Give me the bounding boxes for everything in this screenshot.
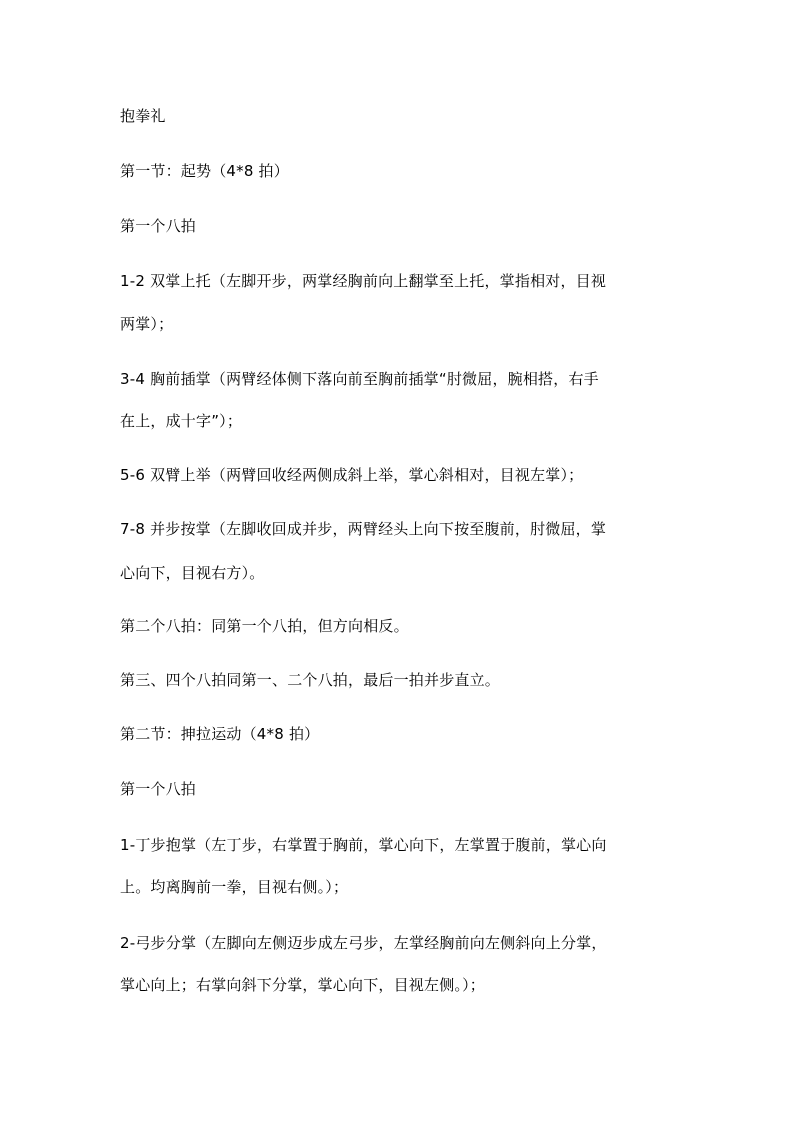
paragraph-line: 1-丁步抱掌（左丁步，右掌置于胸前，掌心向下，左掌置于腹前，掌心向 — [120, 836, 607, 854]
subsection-heading: 第一个八拍 — [120, 217, 197, 235]
paragraph-line: 两掌）； — [120, 315, 174, 333]
paragraph-line: 心向下，目视右方）。 — [120, 564, 265, 582]
paragraph-line: 5-6 双臂上举（两臂回收经两侧成斜上举，掌心斜相对，目视左掌）； — [120, 466, 584, 484]
paragraph-line: 7-8 并步按掌（左脚收回成并步，两臂经头上向下按至腹前，肘微屈，掌 — [120, 520, 607, 538]
paragraph-line: 第三、四个八拍同第一、二个八拍，最后一拍并步直立。 — [120, 671, 501, 689]
section-heading: 第一节：起势（4*8 拍） — [120, 162, 289, 180]
paragraph-line: 2-弓步分掌（左脚向左侧迈步成左弓步，左掌经胸前向左侧斜向上分掌， — [120, 934, 607, 952]
document-title: 抱拳礼 — [120, 107, 166, 125]
paragraph-line: 在上，成十字”）； — [120, 412, 243, 430]
paragraph-line: 1-2 双掌上托（左脚开步，两掌经胸前向上翻掌至上托，掌指相对，目视 — [120, 272, 607, 290]
paragraph-line: 3-4 胸前插掌（两臂经体侧下落向前至胸前插掌“肘微屈，腕相搭，右手 — [120, 370, 599, 388]
paragraph-line: 第二个八拍：同第一个八拍，但方向相反。 — [120, 617, 409, 635]
paragraph-line: 上。均离胸前一拳，目视右侧。）； — [120, 878, 349, 896]
paragraph-line: 掌心向上；右掌向斜下分掌，掌心向下，目视左侧。）； — [120, 976, 486, 994]
subsection-heading: 第一个八拍 — [120, 780, 197, 798]
section-heading: 第二节：抻拉运动（4*8 拍） — [120, 725, 320, 743]
